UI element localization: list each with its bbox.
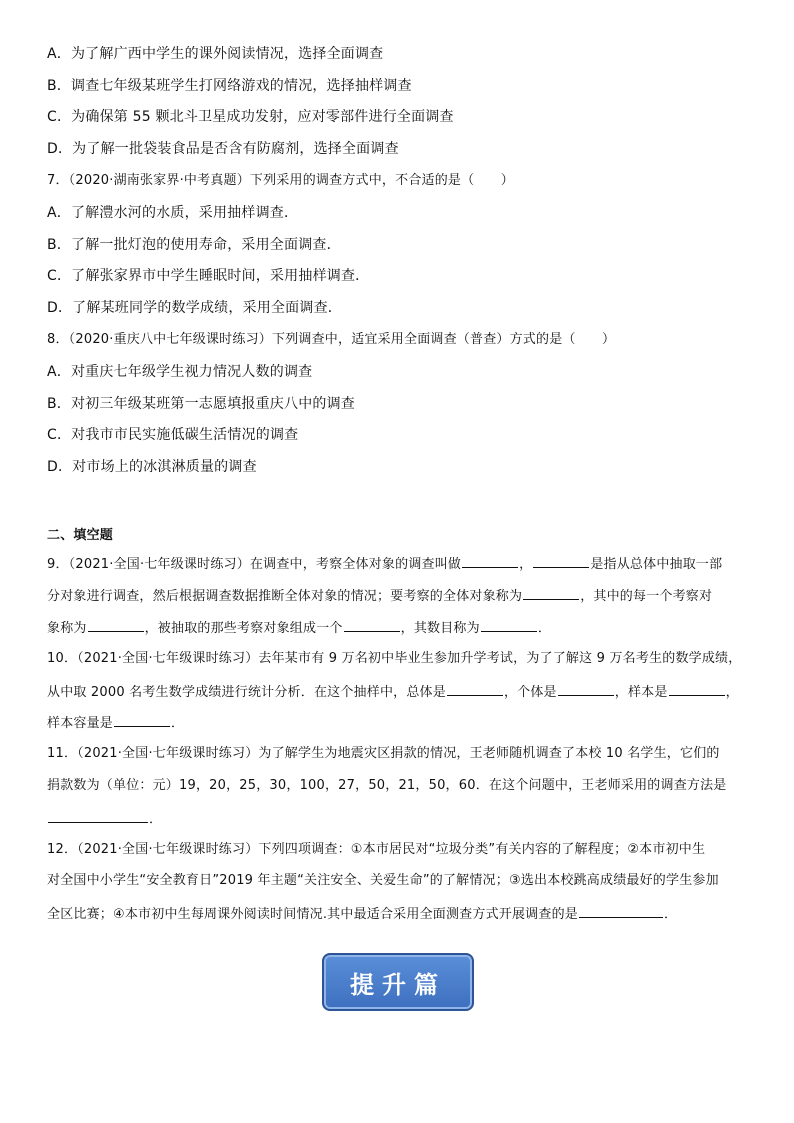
answer-blank[interactable] <box>48 808 148 823</box>
q10-text: 从中取 2000 名考生数学成绩进行统计分析．在这个抽样中，总体是 <box>47 685 446 700</box>
answer-blank[interactable] <box>669 681 725 696</box>
q8-option-a: A．对重庆七年级学生视力情况人数的调查 <box>47 364 313 380</box>
q11-text: ． <box>149 812 163 827</box>
q12-text: ． <box>664 907 678 922</box>
q9-text: ， <box>519 557 533 572</box>
q9-text: 象称为 <box>47 621 87 636</box>
q9-text: ． <box>537 621 552 636</box>
q12-text: 全区比赛；④本市初中生每周课外阅读时间情况.其中最适合采用全面测查方式开展调查的是 <box>47 907 578 922</box>
q10-text: 样本容量是 <box>47 716 114 731</box>
q8-option-b: B．对初三年级某班第一志愿填报重庆八中的调查 <box>47 396 356 412</box>
q10-line-2 <box>47 681 754 703</box>
q8-option-d: D．对市场上的冰淇淋质量的调查 <box>47 459 257 475</box>
q10-text: ，个体是 <box>503 685 557 700</box>
q9-line-2 <box>47 585 754 607</box>
q10-text: ，样本是 <box>614 685 668 700</box>
q6-option-a: A．为了解广西中学生的课外阅读情况，选择全面调查 <box>47 46 384 62</box>
q11-line-3 <box>47 808 754 830</box>
q7-stem: 7．（2020·湖南张家界·中考真题）下列采用的调查方式中，不合适的是（ ） <box>47 173 514 188</box>
q6-option-d: D．为了解一批袋装食品是否含有防腐剂，选择全面调查 <box>47 141 399 157</box>
q11-line-2: 捐款数为（单位：元）19，20，25，30，100，27，50，21，50，60．在这个问题中，王老师采用的调查方法是 <box>47 778 727 793</box>
q10-line-3 <box>47 712 754 734</box>
q9-line-1 <box>47 553 754 575</box>
answer-blank[interactable] <box>579 903 663 918</box>
q12-line-3 <box>47 903 754 925</box>
q9-text: ，被抽取的那些考察对象组成一个 <box>144 621 343 636</box>
q6-option-b: B．调查七年级某班学生打网络游戏的情况，选择抽样调查 <box>47 78 412 94</box>
q7-option-a: A．了解澧水河的水质，采用抽样调查． <box>47 205 299 221</box>
q10-line-1: 10．（2021·全国·七年级课时练习）去年某市有 9 万名初中毕业生参加升学考试，为了了解这 9 万名考生的数学成绩， <box>47 651 742 666</box>
q9-line-3 <box>47 617 754 639</box>
advanced-section-banner <box>322 953 474 1011</box>
q7-option-d: D．了解某班同学的数学成绩，采用全面调查． <box>47 300 342 316</box>
answer-blank[interactable] <box>462 553 518 568</box>
answer-blank[interactable] <box>558 681 614 696</box>
banner-label: 提升篇 <box>350 969 446 999</box>
q7-option-b: B．了解一批灯泡的使用寿命，采用全面调查． <box>47 237 341 253</box>
answer-blank[interactable] <box>481 617 537 632</box>
answer-blank[interactable] <box>447 681 503 696</box>
q7-option-c: C．了解张家界市中学生睡眠时间，采用抽样调查． <box>47 268 370 284</box>
q10-text: ， <box>725 685 739 700</box>
answer-blank[interactable] <box>533 553 589 568</box>
q9-text: 9．（2021·全国·七年级课时练习）在调查中，考察全体对象的调查叫做 <box>47 557 462 572</box>
q12-line-2: 对全国中小学生“安全教育日”2019 年主题“关注安全、关爱生命”的了解情况；③选出本校跳高成绩最好的学生参加 <box>47 873 719 888</box>
answer-blank[interactable] <box>523 585 579 600</box>
q9-text: ，其数目称为 <box>400 621 480 636</box>
q12-line-1: 12．（2021·全国·七年级课时练习）下列四项调查：①本市居民对“垃圾分类”有关内容的了解程度；②本市初中生 <box>47 842 706 857</box>
answer-blank[interactable] <box>344 617 400 632</box>
q11-line-1: 11．（2021·全国·七年级课时练习）为了解学生为地震灾区捐款的情况，王老师随机调查了本校 10 名学生，它们的 <box>47 746 720 761</box>
q9-text: 分对象进行调查，然后根据调查数据推断全体对象的情况；要考察的全体对象称为 <box>47 589 523 604</box>
section-heading-fill-in: 二、填空题 <box>47 528 114 543</box>
q8-stem: 8．（2020·重庆八中七年级课时练习）下列调查中，适宜采用全面调查（普查）方式的是（ ） <box>47 332 616 347</box>
answer-blank[interactable] <box>88 617 144 632</box>
answer-blank[interactable] <box>114 712 170 727</box>
q9-text: ，其中的每一个考察对 <box>580 589 713 604</box>
q10-text: ． <box>171 716 185 731</box>
q6-option-c: C．为确保第 55 颗北斗卫星成功发射，应对零部件进行全面调查 <box>47 109 454 125</box>
q9-text: 是指从总体中抽取一部 <box>590 557 723 572</box>
q8-option-c: C．对我市市民实施低碳生活情况的调查 <box>47 427 299 443</box>
